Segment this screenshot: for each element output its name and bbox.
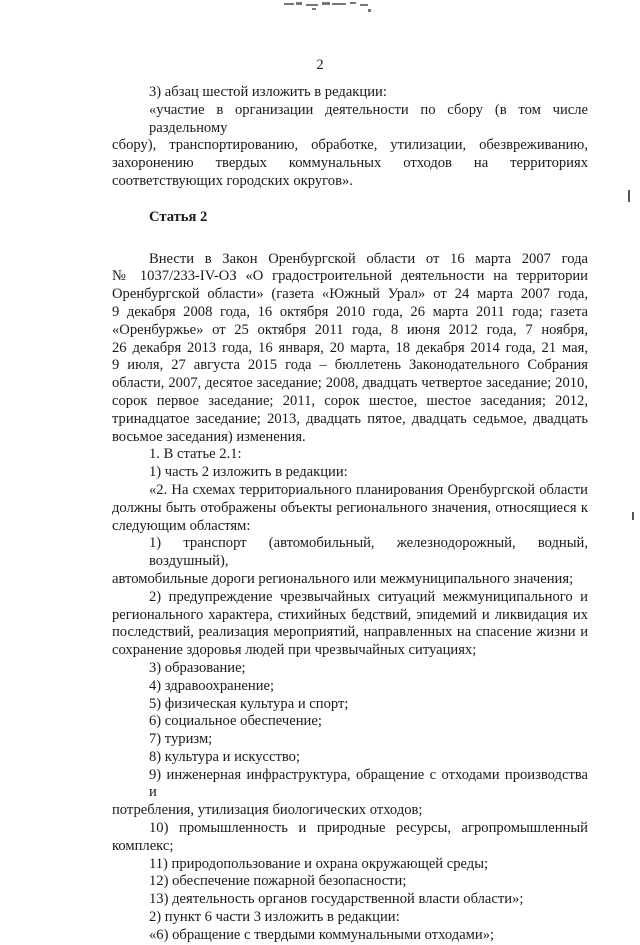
scan-stamp-marks bbox=[282, 0, 374, 14]
text-line: восьмое заседания) изменения. bbox=[112, 428, 306, 445]
text-line: 9 июля, 27 августа 2015 года – бюллетень Законодательного Собрания bbox=[112, 357, 588, 374]
text-line: «Оренбуржье» от 25 октября 2011 года, 8 июня 2012 года, 7 ноября, bbox=[112, 321, 588, 338]
list-item: 7) туризм; bbox=[149, 731, 213, 748]
text-line: «участие в организации деятельности по сбору (в том числе раздельному bbox=[149, 101, 588, 136]
text-line: 9 декабря 2008 года, 16 октября 2010 года, 26 марта 2011 года; газета bbox=[112, 303, 588, 320]
text-line: сбору), транспортированию, обработке, утилизации, обезвреживанию, bbox=[112, 137, 588, 154]
text-line: следующим областям: bbox=[112, 517, 251, 534]
article-heading: Статья 2 bbox=[149, 208, 208, 225]
text-line: «2. На схемах территориального планирования Оренбургской области bbox=[149, 481, 588, 498]
text-line: тринадцатое заседание; 2013, двадцать пятое, двадцать седьмое, двадцать bbox=[112, 410, 588, 427]
part-intro: 1) часть 2 изложить в редакции: bbox=[149, 464, 348, 481]
list-item: 6) социальное обеспечение; bbox=[149, 713, 322, 730]
text-line: области, 2007, десятое заседание; 2008, двадцать четвертое заседание; 2010, bbox=[112, 375, 588, 392]
list-item: 12) обеспечение пожарной безопасности; bbox=[149, 873, 407, 890]
text-line: № 1037/233-IV-ОЗ «О градостроительной деятельности на территории bbox=[112, 268, 588, 285]
list-item: 3) образование; bbox=[149, 659, 246, 676]
text-line: сохранение здоровья людей при чрезвычайных ситуациях; bbox=[112, 642, 477, 659]
section-intro: 1. В статье 2.1: bbox=[149, 446, 242, 463]
page-number: 2 bbox=[316, 57, 324, 73]
text-line: потребления, утилизация биологических отходов; bbox=[112, 802, 423, 819]
list-item: 4) здравоохранение; bbox=[149, 677, 275, 694]
text-line: сорок первое заседание; 2011, сорок шестое, шестое заседания; 2012, bbox=[112, 392, 588, 409]
text-line: Оренбургской области» (газета «Южный Урал» от 24 марта 2007 года, bbox=[112, 286, 588, 303]
list-item: «6) обращение с твердыми коммунальными отходами»; bbox=[149, 926, 495, 943]
list-item: 2) предупреждение чрезвычайных ситуаций межмуниципального и bbox=[149, 588, 588, 605]
text-line: регионального характера, стихийных бедствий, эпидемий и ликвидация их bbox=[112, 606, 588, 623]
text-line: последствий, реализация мероприятий, направленных на спасение жизни и bbox=[112, 624, 588, 641]
scan-margin-mark bbox=[628, 190, 630, 202]
list-item: 1) транспорт (автомобильный, железнодорожный, водный, воздушный), bbox=[149, 535, 588, 570]
list-item: 9) инженерная инфраструктура, обращение с отходами производства и bbox=[149, 766, 588, 801]
list-item: 10) промышленность и природные ресурсы, агропромышленный bbox=[149, 820, 588, 837]
list-item: 11) природопользование и охрана окружающей среды; bbox=[149, 855, 489, 872]
text-line: захоронению твердых коммунальных отходов на территориях bbox=[112, 155, 588, 172]
text-line: автомобильные дороги регионального или межмуниципального значения; bbox=[112, 570, 574, 587]
list-item: 8) культура и искусство; bbox=[149, 748, 301, 765]
text-line: Внести в Закон Оренбургской области от 16 марта 2007 года bbox=[149, 250, 588, 267]
scan-margin-mark bbox=[632, 512, 634, 520]
paragraph: 3) абзац шестой изложить в редакции: bbox=[149, 84, 387, 100]
text-line: соответствующих городских округов». bbox=[112, 172, 353, 189]
list-item: 5) физическая культура и спорт; bbox=[149, 695, 349, 712]
document-body bbox=[112, 84, 588, 945]
text-line: должны быть отображены объекты регионального значения, относящиеся к bbox=[112, 499, 588, 516]
text-line: комплекс; bbox=[112, 837, 174, 854]
list-item: 2) пункт 6 части 3 изложить в редакции: bbox=[149, 909, 400, 926]
text-line: 26 декабря 2013 года, 16 января, 20 марта, 18 декабря 2014 года, 21 мая, bbox=[112, 339, 588, 356]
list-item: 13) деятельность органов государственной власти области»; bbox=[149, 891, 524, 908]
